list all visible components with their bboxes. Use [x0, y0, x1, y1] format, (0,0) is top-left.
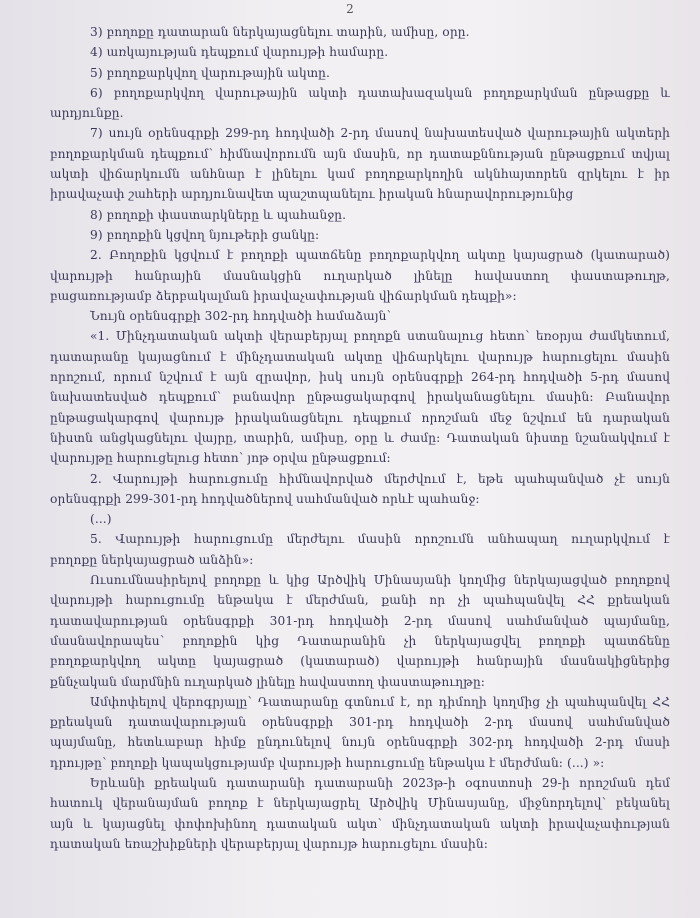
text-line: բողոքը ներկայացրած անձին»:	[50, 552, 254, 567]
text-line: 9) բողոքին կցվող նյութերի ցանկը:	[90, 227, 320, 242]
text-line: պայմանը, հետևաբար հիմք ընդունելով նույն օրենսգրքի 302-րդ հոդվածի 2-րդ մասի	[50, 735, 670, 750]
text-line: արդյունքը.	[50, 106, 124, 121]
text-line: 5) բողոքարկվող վարութային ակտը.	[90, 65, 330, 80]
document-body	[50, 22, 670, 854]
text-line: (...)	[90, 512, 112, 527]
text-line: Ուսումնասիրելով բողոքը և կից Արծվիկ Մինասյանի կողմից ներկայացված բողոքով	[90, 573, 670, 588]
text-line: որոշում, որում նշվում է այն զրավոր, իսկ սույն օրենսգրքի 264-րդ հոդվածի 5-րդ մասով	[50, 370, 670, 385]
text-line: օրենսգրքի 299-301-րդ հոդվածներով սահմանված որևէ պահանջ:	[50, 491, 480, 506]
text-line: 2. Բողոքին կցվում է բողոքի պատճենը բողոքարկվող ակտը կայացրած (կատարած)	[90, 248, 670, 263]
text-line: քրեական դատավարության օրենսգրքի 301-րդ հոդվածի 2-րդ մասով սահմանված	[50, 715, 670, 730]
text-line: վարույթի հանրային մասնակցին ուղարկած լինելը հավաստող փաստաթուղթ,	[50, 268, 670, 283]
text-line: «1. Մինչդատական ակտի վերաբերյալ բողոքն ստանալուց հետո՝ եռօրյա ժամկետում,	[90, 329, 670, 344]
text-line: վարույթը հարուցելուց հետո՝ յոթ օրվա ընթացքում:	[50, 451, 391, 466]
text-line: Նույն օրենսգրքի 302-րդ հոդվածի համաձայն՝	[90, 309, 392, 324]
text-line: բացառությամբ ձերբակալման իրավաչափության վիճարկման դեպքի»:	[50, 288, 517, 303]
text-line: դատական եռաշխիքների վերաբերյալ վարույթ հարուցելու մասին:	[50, 836, 488, 851]
text-line: 8) բողոքի փաստարկները և պահանջը.	[90, 207, 347, 222]
text-line: ակտի վիճարկումն անհնար է լինելու կամ բողոքարկողին ակնհայտորեն զրկելու է իր	[50, 167, 670, 182]
text-line: բողոքարկվող ակտը կայացրած (կատարած) վարույթի հանրային մասնակիցներից	[50, 654, 670, 669]
text-line: դրույթը՝ բողոքի կապակցությամբ վարույթի հարուցումը ենթակա է մերժման: (...) »:	[50, 755, 605, 770]
page-number: 2	[346, 2, 354, 16]
text-line: 6) բողոքարկվող վարութային ակտի դատախազական բողոքարկման ընթացքը և	[90, 85, 670, 100]
text-line: նախատեսված դեպքում՝ բանավոր ընթացակարգով իրականացնելու մասին: Բանավոր	[50, 390, 670, 405]
text-line: ընթացակարգով վարույթ իրականացնելու դեպքում որոշման մեջ նշվում են դարական	[50, 410, 670, 425]
text-line: 7) սույն օրենսգրքի 299-րդ հոդվածի 2-րդ մասով նախատեսված վարութային ակտերի	[90, 126, 670, 141]
text-line: այն և կայացնել փոփոխինող դատական ակտ՝ մինչդատական ակտի իրավաչափության	[50, 816, 670, 831]
text-line: քննչական մարմնին ուղարկած լինելը հավաստող փաստաթուղթը:	[50, 674, 486, 689]
text-line: 2. Վարույթի հարուցումը հիմնավորված մերժվում է, եթե պահպանված չէ սույն	[90, 471, 670, 486]
text-line: իրավաչափ շահերի արդյունավետ պաշտպանելու իրական հնարավորությունից	[50, 187, 574, 202]
text-line: դատավարության օրենսգրքի 301-րդ հոդվածի 2-րդ մասով սահմանված պայմանը,	[50, 613, 670, 628]
text-line: նիստն անցկացնելու վայրը, տարին, ամիսը, օրը և ժամը: Դատական նիստը նշանակվում է	[50, 430, 670, 445]
text-line: 5. Վարույթի հարուցումը մերժելու մասին որոշումն անհապաղ ուղարկվում է	[90, 532, 670, 547]
text-line: հատուկ վերանայման բողոք է ներկայացրել Արծվիկ Մինասյանը, միջնորդելով՝ բեկանել	[50, 796, 670, 811]
text-line: 4) առկայության դեպքում վարույթի համարը.	[90, 45, 389, 60]
text-line: 3) բողոքը դատարան ներկայացնելու տարին, ամիսը, օրը.	[90, 25, 470, 39]
text-line: վարույթի հարուցումը ենթակա է մերժման, քանի որ չի պահպանվել ՀՀ քրեական	[50, 593, 670, 608]
text-line: դատարանը կայացնում է մինչդատական ակտը վիճարկելու վարույթ հարուցելու մասին	[50, 349, 670, 364]
text-line: Երևանի քրեական դատարանի դատարանի 2023թ-ի օգոստոսի 29-ի որոշման դեմ	[90, 775, 670, 790]
text-line: Ամփոփելով վերոգրյալը՝ Դատարանը գտնում է, որ դիմողի կողմից չի պահպանվել ՀՀ	[90, 694, 670, 709]
text-line: բողոքարկման դեպքում՝ հիմնավորումն այն մասին, որ դատաքննության ընթացքում տվյալ	[50, 146, 670, 161]
text-line: մասնավորապես՝ բողոքին կից Դատարանին չի ներկայացվել բողոքի պատճենը	[50, 633, 670, 648]
